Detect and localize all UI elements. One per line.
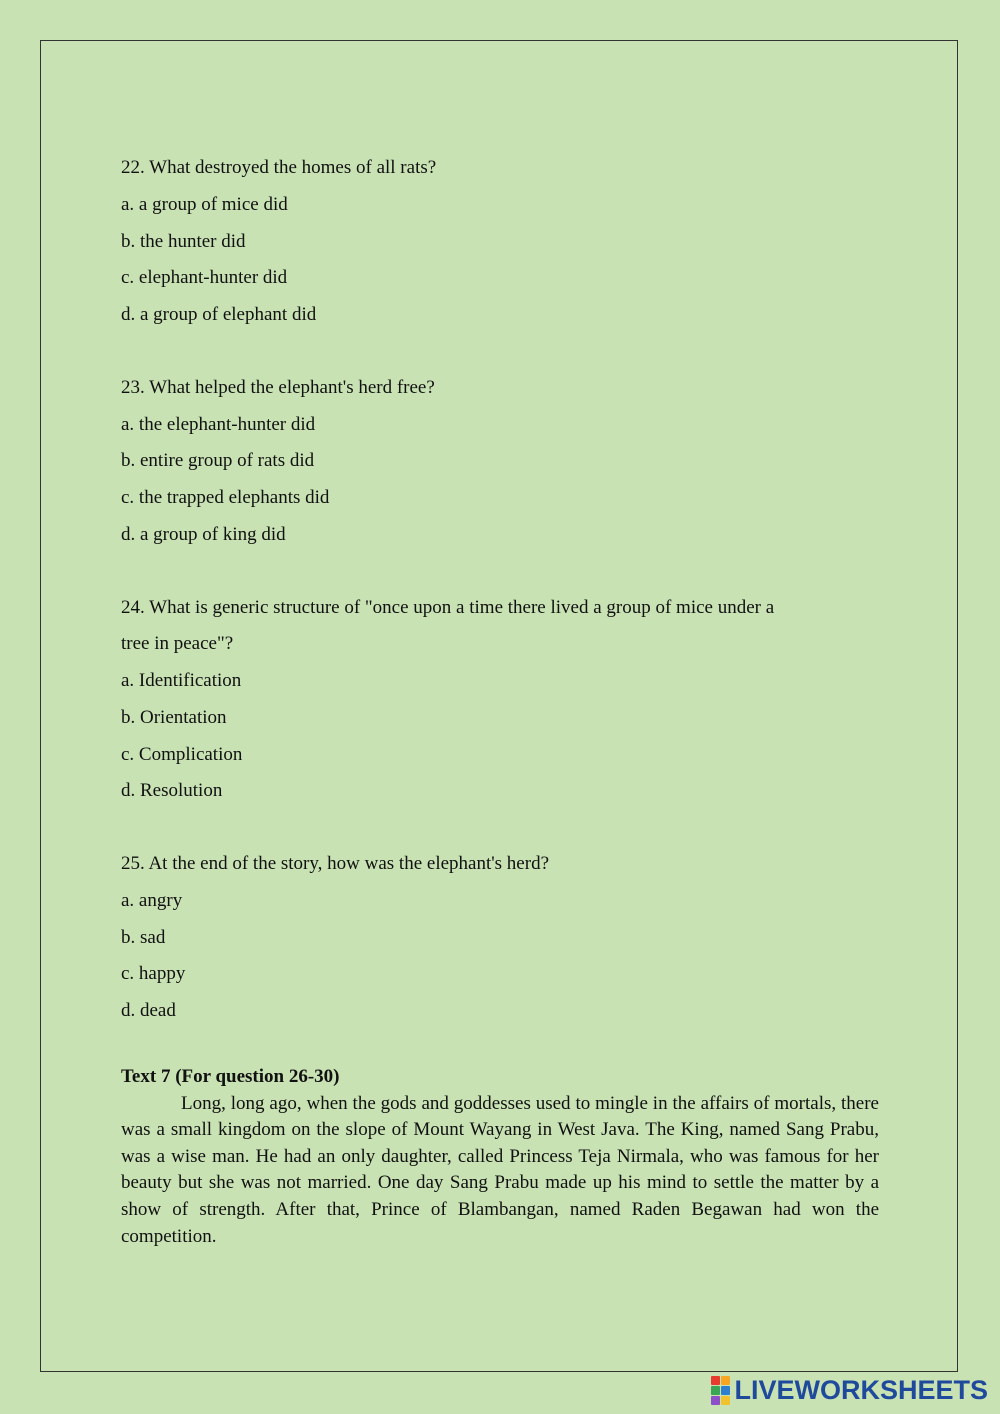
- question-25: [121, 846, 881, 1030]
- question-23: [121, 370, 881, 554]
- logo-mark-icon: [711, 1376, 730, 1405]
- question-text: 25. At the end of the story, how was the elephant's herd?: [121, 853, 550, 874]
- option-c: c. happy: [121, 963, 186, 985]
- option-b: b. entire group of rats did: [121, 450, 315, 472]
- option-a: a. the elephant-hunter did: [121, 413, 316, 435]
- liveworksheets-logo: [711, 1372, 988, 1408]
- option-d: d. a group of king did: [121, 523, 286, 545]
- option-a: a. a group of mice did: [121, 193, 288, 215]
- option-b: b. sad: [121, 926, 166, 948]
- question-text: 23. What helped the elephant's herd free?: [121, 376, 435, 398]
- logo-text: LIVEWORKSHEETS: [734, 1374, 988, 1405]
- option-a: a. angry: [121, 889, 183, 911]
- option-c: c. Complication: [121, 743, 243, 765]
- option-a: a. Identification: [121, 670, 242, 691]
- text-title: Text 7 (For question 26-30): [121, 1066, 340, 1087]
- option-d: d. Resolution: [121, 780, 223, 802]
- question-text: 24. What is generic structure of "once upon a time there lived a group of mice under a: [121, 596, 775, 618]
- text-paragraph: Long, long ago, when the gods and goddesses used to mingle in the affairs of mortals, there was a small kingdom on the slope of Mount Wayang in West Java. The King, named Sang Prabu, was a wise man. He had an only daughter, called Princess Teja Nirmala, who was famous for her beauty but she was not married. One day Sang Prabu made up his mind to settle the matter by a show of strength. After that, Prince of Blambangan, named Raden Begawan had won the competition.: [121, 1092, 879, 1247]
- reading-text-7: [121, 1064, 879, 1250]
- question-text-continued: tree in peace"?: [121, 633, 234, 655]
- questions-list: [121, 150, 881, 1066]
- question-24: [121, 590, 881, 811]
- option-d: d. a group of elephant did: [121, 304, 317, 325]
- option-c: c. elephant-hunter did: [121, 267, 288, 289]
- question-22: [121, 150, 881, 334]
- option-b: b. the hunter did: [121, 230, 246, 252]
- question-text: 22. What destroyed the homes of all rats?: [121, 157, 437, 178]
- option-c: c. the trapped elephants did: [121, 487, 330, 508]
- option-d: d. dead: [121, 1000, 176, 1021]
- option-b: b. Orientation: [121, 706, 227, 728]
